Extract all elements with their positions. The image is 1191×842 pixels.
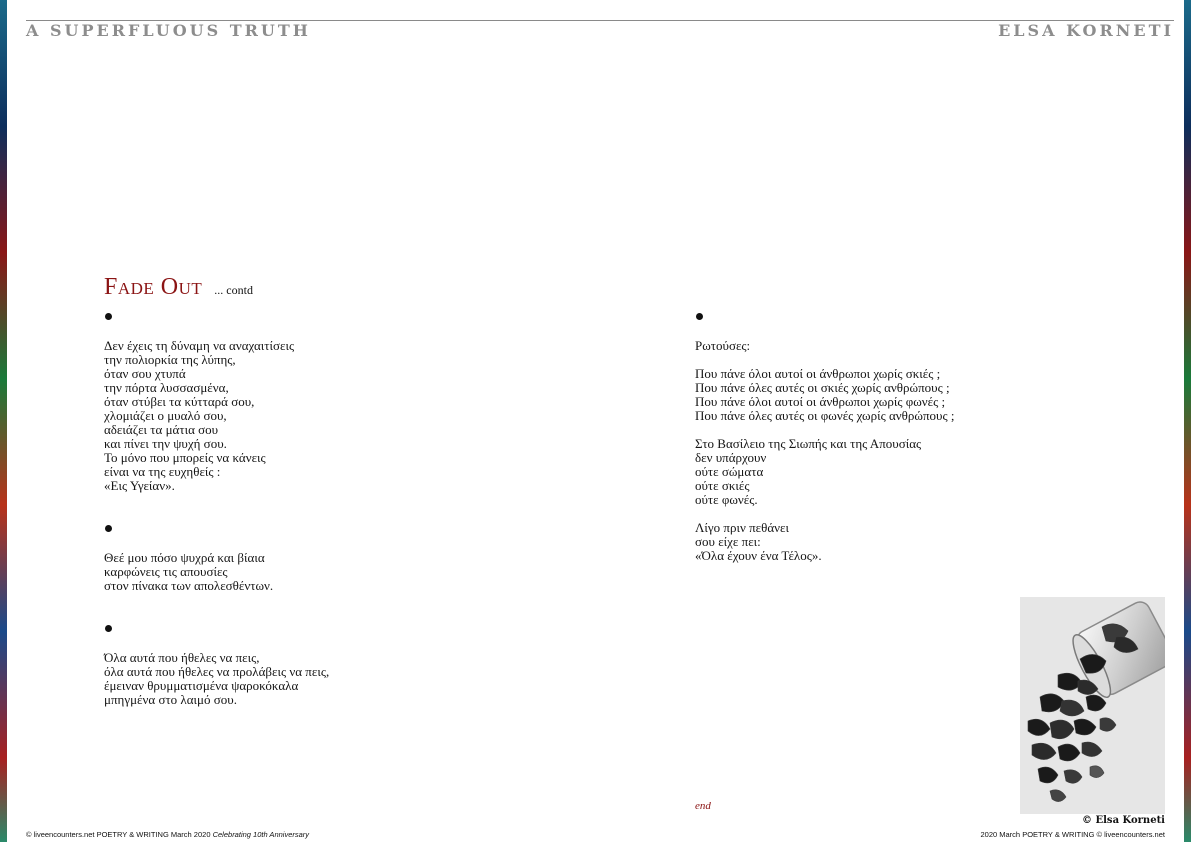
poem-line: ούτε φωνές. xyxy=(695,492,758,507)
poem-heading xyxy=(104,274,253,301)
poem-line: Το μόνο που μπορείς να κάνεις xyxy=(104,450,266,465)
bullet-icon xyxy=(105,313,112,320)
poem-line: έμειναν θρυμματισμένα ψαροκόκαλα xyxy=(104,678,299,693)
photo-credit: © Elsa Korneti xyxy=(1082,815,1165,826)
poem-line: ούτε σώματα xyxy=(695,464,764,479)
poem-line: την πολιορκία της λύπης, xyxy=(104,352,236,367)
footer-right: 2020 March POETRY & WRITING © liveencounters.net xyxy=(980,830,1165,839)
poem-line: την πόρτα λυσσασμένα, xyxy=(104,380,229,395)
poem-line: αδειάζει τα μάτια σου xyxy=(104,422,219,437)
poem-left-column xyxy=(104,313,524,739)
poem-line: Ρωτούσες: xyxy=(695,338,751,353)
poem-line: όταν στύβει τα κύτταρά σου, xyxy=(104,394,255,409)
poem-line: Λίγο πριν πεθάνει xyxy=(695,520,789,535)
stanza xyxy=(104,313,524,493)
poem-line: μπηγμένα στο λαιμό σου. xyxy=(104,692,237,707)
poem-line: «Όλα έχουν ένα Τέλος». xyxy=(695,548,822,563)
section-title: A SUPERFLUOUS TRUTH xyxy=(26,21,311,40)
magazine-page xyxy=(7,0,1184,842)
poem-line: Στο Βασίλειο της Σιωπής και της Απουσίας xyxy=(695,436,922,451)
continued-note: ... contd xyxy=(214,283,253,297)
poem-title: Fade Out xyxy=(104,274,203,300)
footer-left-text: © liveencounters.net POETRY & WRITING March 2020 xyxy=(26,830,211,839)
poem-line: Που πάνε όλες αυτές οι σκιές χωρίς ανθρώπους ; xyxy=(695,380,950,395)
poem-line: όταν σου χτυπά xyxy=(104,366,186,381)
stanza xyxy=(104,625,524,707)
spilled-jar-photo xyxy=(1020,597,1165,814)
footer-left xyxy=(26,830,309,839)
footer-anniversary: Celebrating 10th Anniversary xyxy=(212,830,310,839)
poem-line: Που πάνε όλες αυτές οι φωνές χωρίς ανθρώπους ; xyxy=(695,408,955,423)
poem-line: όλα αυτά που ήθελες να προλάβεις να πεις, xyxy=(104,664,330,679)
author-name: ELSA KORNETI xyxy=(998,21,1174,40)
poem-line: δεν υπάρχουν xyxy=(695,450,767,465)
poem-line: Δεν έχεις τη δύναμη να αναχαιτίσεις xyxy=(104,338,295,353)
poem-line: Όλα αυτά που ήθελες να πεις, xyxy=(104,650,260,665)
poem-line: Που πάνε όλοι αυτοί οι άνθρωποι χωρίς σκιές ; xyxy=(695,366,941,381)
stanza xyxy=(104,525,524,593)
poem-line: και πίνει την ψυχή σου. xyxy=(104,436,227,451)
poem-line: είναι να της ευχηθείς : xyxy=(104,464,221,479)
poem-line: καρφώνεις τις απουσίες xyxy=(104,564,228,579)
poem-line: Θεέ μου πόσο ψυχρά και βίαια xyxy=(104,550,265,565)
poem-line: στον πίνακα των απολεσθέντων. xyxy=(104,578,274,593)
poem-right-column xyxy=(695,313,1075,563)
poem-line: ούτε σκιές xyxy=(695,478,750,493)
end-mark: end xyxy=(695,800,711,812)
poem-line: χλομιάζει ο μυαλό σου, xyxy=(104,408,227,423)
bullet-icon xyxy=(696,313,703,320)
jar-leaves-image xyxy=(1020,597,1165,814)
bullet-icon xyxy=(105,625,112,632)
bullet-icon xyxy=(105,525,112,532)
poem-line: «Εις Υγείαν». xyxy=(104,478,175,493)
poem-line: σου είχε πει: xyxy=(695,534,761,549)
poem-line: Που πάνε όλοι αυτοί οι άνθρωποι χωρίς φωνές ; xyxy=(695,394,946,409)
